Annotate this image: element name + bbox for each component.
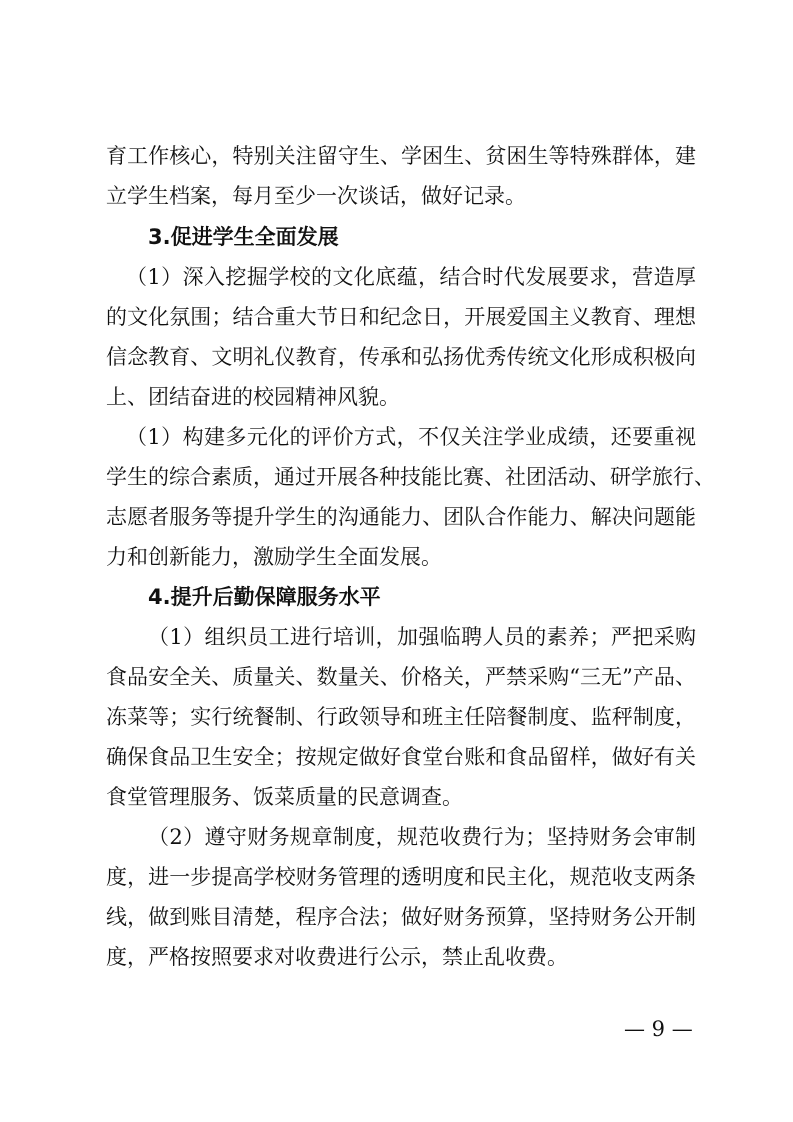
text-line: 确保食品卫生安全；按规定做好食堂台账和食品留样，做好有关: [106, 745, 696, 769]
text-line: 育工作核心，特别关注留守生、学困生、贫困生等特殊群体，建: [106, 144, 696, 168]
section-heading: 3.促进学生全面发展: [148, 225, 339, 249]
text-line: 力和创新能力，激励学生全面发展。: [106, 545, 442, 569]
text-line: 度，进一步提高学校财务管理的透明度和民主化，规范收支两条: [106, 865, 696, 889]
text-line: （1）深入挖掘学校的文化底蕴，结合时代发展要求，营造厚: [126, 265, 696, 289]
text-line: 冻菜等；实行统餐制、行政领导和班主任陪餐制度、监秤制度，: [106, 705, 696, 729]
text-line: 立学生档案，每月至少一次谈话，做好记录。: [106, 184, 526, 208]
text-line: （1）构建多元化的评价方式，不仅关注学业成绩，还要重视: [126, 425, 696, 449]
page-number: — 9 —: [624, 1017, 693, 1041]
text-line: 线，做到账目清楚，程序合法；做好财务预算，坚持财务公开制: [106, 905, 696, 929]
text-line: 食品安全关、质量关、数量关、价格关，严禁采购“三无”产品、: [106, 665, 696, 689]
text-line: 学生的综合素质，通过开展各种技能比赛、社团活动、研学旅行、: [106, 465, 715, 489]
text-line: （2）遵守财务规章制度，规范收费行为；坚持财务会审制: [148, 825, 696, 849]
text-line: 度，严格按照要求对收费进行公示，禁止乱收费。: [106, 945, 568, 969]
text-line: 志愿者服务等提升学生的沟通能力、团队合作能力、解决问题能: [106, 505, 696, 529]
text-line: 上、团结奋进的校园精神风貌。: [106, 385, 400, 409]
text-line: 信念教育、文明礼仪教育，传承和弘扬优秀传统文化形成积极向: [106, 345, 696, 369]
text-line: 食堂管理服务、饭菜质量的民意调查。: [106, 785, 463, 809]
section-heading: 4.提升后勤保障服务水平: [148, 585, 381, 609]
text-line: 的文化氛围；结合重大节日和纪念日，开展爱国主义教育、理想: [106, 305, 696, 329]
text-line: （1）组织员工进行培训，加强临聘人员的素养；严把采购: [148, 625, 696, 649]
